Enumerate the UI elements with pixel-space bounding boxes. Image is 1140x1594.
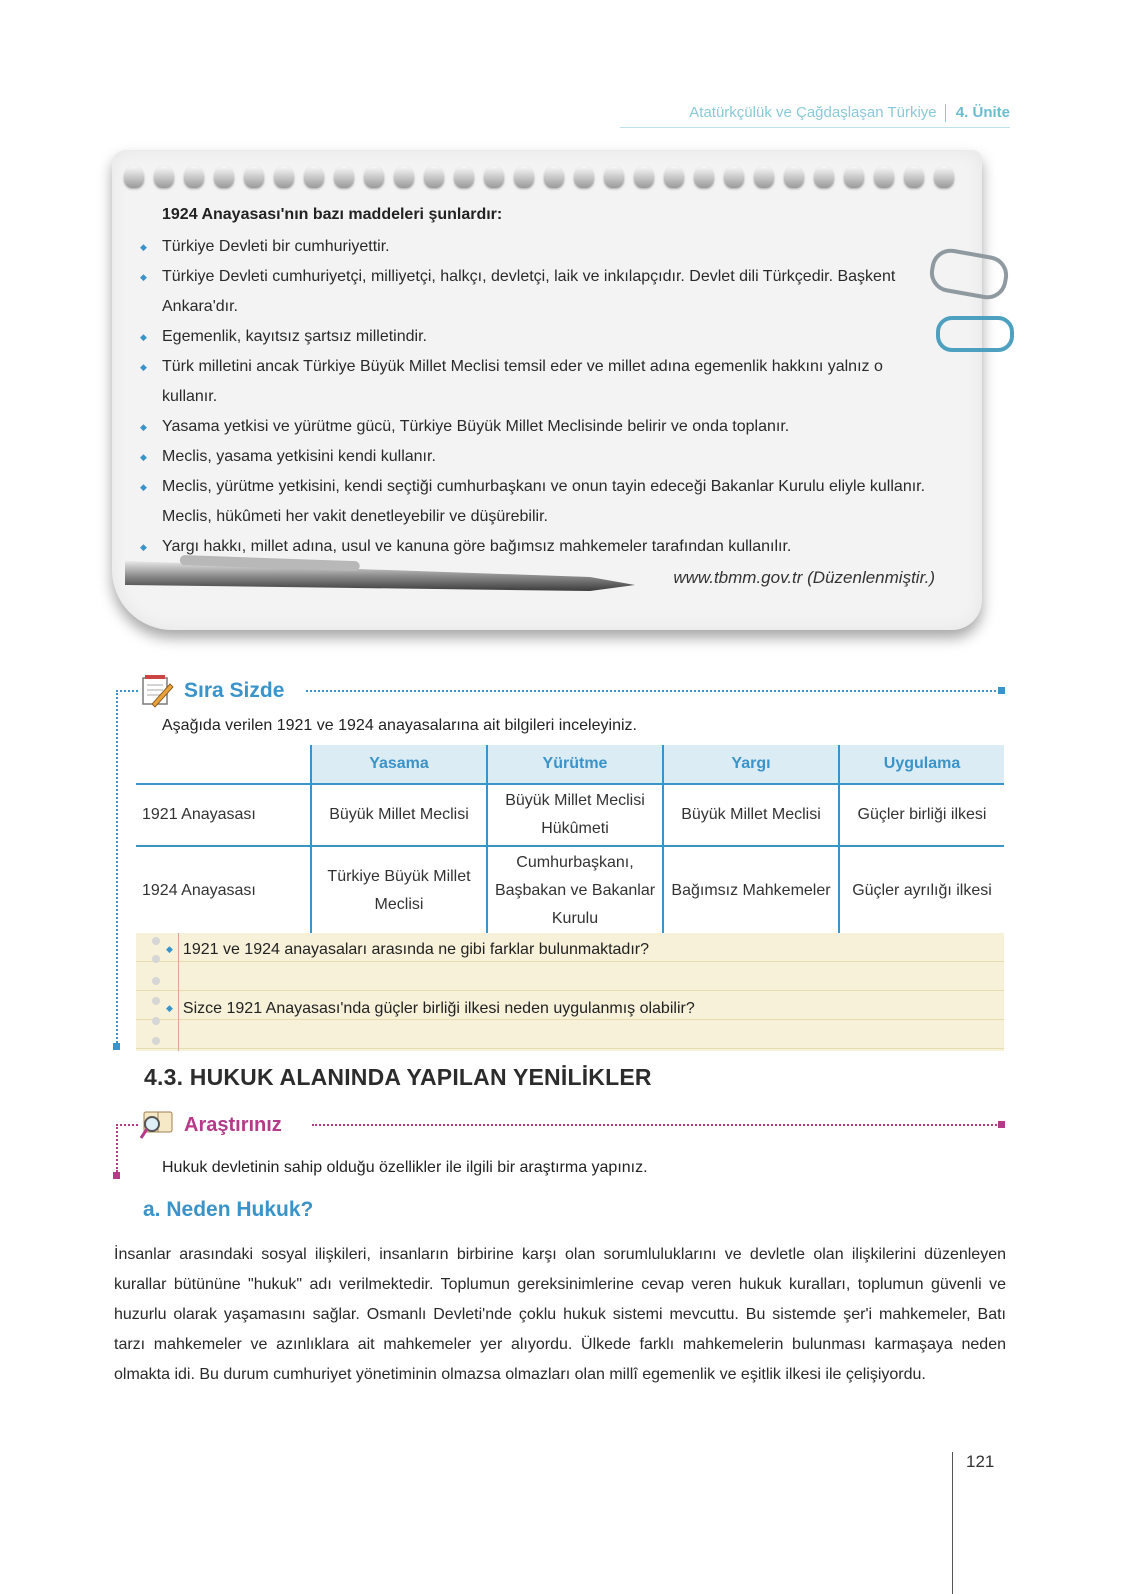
subheading: a. Neden Hukuk? (143, 1198, 314, 1221)
table-cell: Bağımsız Mahkemeler (663, 846, 839, 936)
notepaper-binding-holes (124, 166, 974, 190)
table-cell: 1921 Anayasası (136, 784, 311, 846)
table-row (136, 784, 1004, 846)
arastiriniz-title: Araştırınız (184, 1114, 282, 1136)
notepad-pencil-icon (140, 674, 174, 708)
paper-clip-icon (936, 316, 1014, 352)
body-paragraph: İnsanlar arasındaki sosyal ilişkileri, insanların birbirine karşı olan sorumluluklarını ve devletle olan ilişkilerini düzenleyen kurallar bütününe "hukuk" adı verilmektedir. Toplumun gereksinimlerine cevap veren hukuk kuralları, toplumun güvenli ve huzurlu olarak yaşamasını sağlar. Osmanlı Devleti'nde çoklu hukuk sistemi mevcuttu. Bu sistemde şer'i mahkemeler, Batı tarzı mahkemeler ve azınlıklara ait mahkemeler yer alıyordu. Ülkede farklı mahkemelerin bulunması karmaşaya neden olmakta idi. Bu durum cumhuriyet yönetiminin olmazsa olmazları olan millî egemenlik ve eşitlik ilkesi ile çelişiyordu. (114, 1246, 1006, 1383)
list-item: ◆ Türkiye Devleti bir cumhuriyettir. (138, 232, 938, 262)
running-header (540, 104, 1010, 122)
list-item: ◆ Meclis, yürütme yetkisini, kendi seçtiği cumhurbaşkanı ve onun tayin edeceği Bakanlar Kurulu eliyle kullanır. Meclis, hükûmeti her vakit denetleyebilir ve düşürebilir. (138, 472, 938, 532)
question-text: 1921 ve 1924 anayasaları arasında ne gibi farklar bulunmaktadır? (182, 941, 649, 958)
table-cell: Güçler ayrılığı ilkesi (839, 846, 1004, 936)
frame-end-square (113, 1172, 120, 1179)
table-header-cell (136, 745, 311, 784)
table-cell: 1924 Anayasası (136, 846, 311, 936)
list-item: ◆ Egemenlik, kayıtsız şartsız milletindir. (138, 322, 938, 352)
sira-sizde-title: Sıra Sizde (184, 679, 285, 702)
page-number-rule (952, 1452, 953, 1594)
frame-dots (116, 1124, 118, 1172)
header-rule (620, 127, 1010, 128)
constitution-articles-list (138, 232, 938, 562)
table-header-cell: Yasama (311, 745, 487, 784)
list-item: ◆ Yargı hakkı, millet adına, usul ve kanuna göre bağımsız mahkemeler tarafından kullanılır. (138, 532, 938, 562)
list-item: ◆ Yasama yetkisi ve yürütme gücü, Türkiye Büyük Millet Meclisinde belirir ve onda toplanır. (138, 412, 938, 442)
frame-dots (306, 690, 1000, 692)
table-cell: Büyük Millet Meclisi (311, 784, 487, 846)
frame-dots (116, 690, 118, 1046)
table-header-cell: Yargı (663, 745, 839, 784)
table-header-cell: Yürütme (487, 745, 663, 784)
table-cell: Büyük Millet Meclisi Hükûmeti (487, 784, 663, 846)
table-cell: Güçler birliği ilkesi (839, 784, 1004, 846)
arastiriniz-text: Hukuk devletinin sahip olduğu özellikler ile ilgili bir araştırma yapınız. (162, 1159, 648, 1176)
sira-sizde-intro: Aşağıda verilen 1921 ve 1924 anayasalarına ait bilgileri inceleyiniz. (162, 717, 637, 734)
header-divider (945, 104, 946, 122)
table-cell: Cumhurbaşkanı, Başbakan ve Bakanlar Kurulu (487, 846, 663, 936)
table-header-row (136, 745, 1004, 784)
table-header-cell: Uygulama (839, 745, 1004, 784)
magnifier-book-icon (138, 1110, 176, 1142)
frame-end-square (998, 687, 1005, 694)
question-text: Sizce 1921 Anayasası'nda güçler birliği ilkesi neden uygulanmış olabilir? (182, 1000, 695, 1017)
unit-label: 4. Ünite (955, 104, 1010, 121)
note-title: 1924 Anayasası'nın bazı maddeleri şunlardır: (162, 206, 503, 223)
questions-notepad (136, 933, 1004, 1051)
book-title: Atatürkçülük ve Çağdaşlaşan Türkiye (689, 104, 937, 121)
constitution-comparison-table (136, 745, 1004, 937)
question-item: ◆ Sizce 1921 Anayasası'nda güçler birliği ilkesi neden uygulanmış olabilir? (166, 1000, 695, 1017)
frame-dots (116, 1124, 138, 1126)
table-row (136, 846, 1004, 936)
list-item: ◆ Türk milletini ancak Türkiye Büyük Millet Meclisi temsil eder ve millet adına egemenlik hakkını yalnız o kullanır. (138, 352, 938, 412)
page-number: 121 (966, 1452, 995, 1471)
table-cell: Türkiye Büyük Millet Meclisi (311, 846, 487, 936)
source-citation: www.tbmm.gov.tr (Düzenlenmiştir.) (673, 568, 935, 587)
question-item: ◆ 1921 ve 1924 anayasaları arasında ne gibi farklar bulunmaktadır? (166, 941, 649, 958)
frame-dots (116, 690, 138, 692)
table-cell: Büyük Millet Meclisi (663, 784, 839, 846)
list-item: ◆ Meclis, yasama yetkisini kendi kullanır. (138, 442, 938, 472)
section-heading: 4.3. HUKUK ALANINDA YAPILAN YENİLİKLER (144, 1064, 652, 1090)
frame-dots (312, 1124, 1000, 1126)
frame-end-square (998, 1121, 1005, 1128)
frame-end-square (113, 1043, 120, 1050)
list-item: ◆ Türkiye Devleti cumhuriyetçi, milliyetçi, halkçı, devletçi, laik ve inkılapçıdır. Devlet dili Türkçedir. Başkent Ankara'dır. (138, 262, 938, 322)
